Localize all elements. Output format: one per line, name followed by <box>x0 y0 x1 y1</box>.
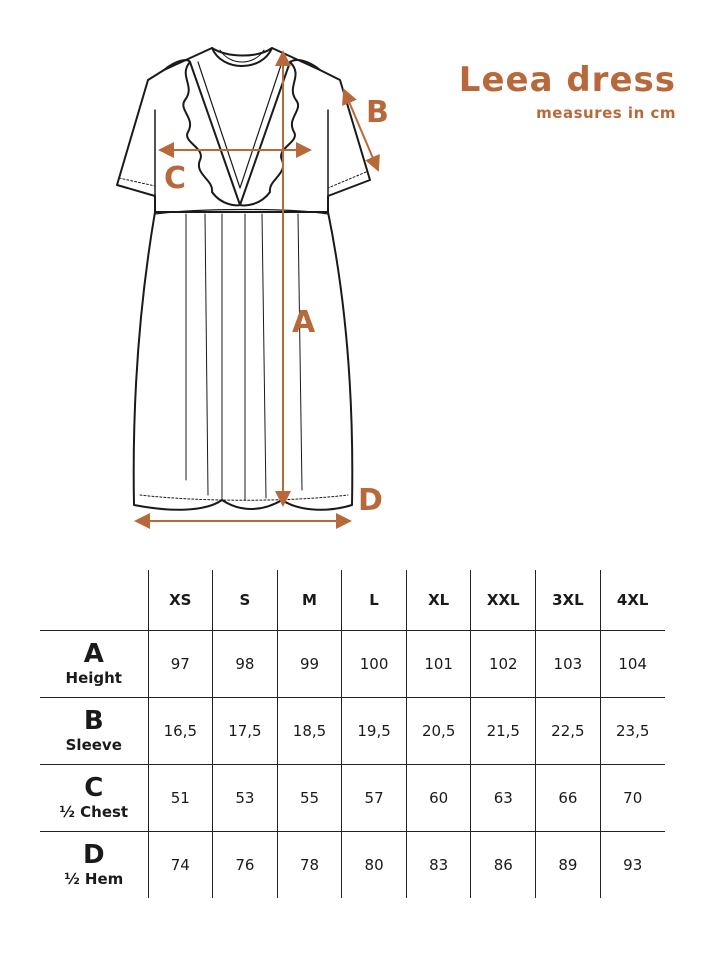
table-cell: 18,5 <box>277 698 342 765</box>
table-cell: 76 <box>213 832 278 899</box>
table-cell: 60 <box>406 765 471 832</box>
table-cell: 63 <box>471 765 536 832</box>
table-cell: 53 <box>213 765 278 832</box>
table-cell: 93 <box>600 832 665 899</box>
row-name: ½ Chest <box>59 803 129 821</box>
page-subtitle: measures in cm <box>536 104 676 122</box>
table-cell: 55 <box>277 765 342 832</box>
table-cell: 78 <box>277 832 342 899</box>
size-header-s: S <box>213 570 278 631</box>
row-label <box>40 832 148 899</box>
table-cell: 70 <box>600 765 665 832</box>
table-cell: 17,5 <box>213 698 278 765</box>
table-row <box>40 832 665 899</box>
size-header-row <box>40 570 665 631</box>
row-name: Sleeve <box>65 736 122 754</box>
size-header-xl: XL <box>406 570 471 631</box>
row-letter: B <box>83 706 104 736</box>
table-cell: 23,5 <box>600 698 665 765</box>
header-empty-cell <box>40 570 148 631</box>
row-letter: C <box>84 773 104 803</box>
table-cell: 57 <box>342 765 407 832</box>
table-cell: 66 <box>536 765 601 832</box>
size-header-4xl: 4XL <box>600 570 665 631</box>
row-label <box>40 698 148 765</box>
row-letter: D <box>82 840 105 870</box>
row-label <box>40 631 148 698</box>
table-cell: 101 <box>406 631 471 698</box>
table-cell: 98 <box>213 631 278 698</box>
table-row <box>40 765 665 832</box>
table-cell: 102 <box>471 631 536 698</box>
table-cell: 83 <box>406 832 471 899</box>
size-header-m: M <box>277 570 342 631</box>
table-cell: 100 <box>342 631 407 698</box>
size-header-l: L <box>342 570 407 631</box>
size-chart-table <box>40 570 665 898</box>
table-cell: 22,5 <box>536 698 601 765</box>
table-cell: 99 <box>277 631 342 698</box>
size-header-xxl: XXL <box>471 570 536 631</box>
row-label <box>40 765 148 832</box>
table-cell: 97 <box>148 631 213 698</box>
dress-skirt-outline <box>134 212 353 510</box>
page-title: Leea dress <box>458 60 676 100</box>
right-ruffle <box>240 60 320 205</box>
table-row <box>40 631 665 698</box>
row-name: ½ Hem <box>64 870 124 888</box>
row-letter: A <box>83 639 104 669</box>
size-header-3xl: 3XL <box>536 570 601 631</box>
table-row <box>40 698 665 765</box>
label-d: D <box>358 483 383 518</box>
table-cell: 16,5 <box>148 698 213 765</box>
table-cell: 20,5 <box>406 698 471 765</box>
table-cell: 74 <box>148 832 213 899</box>
table-cell: 21,5 <box>471 698 536 765</box>
table-cell: 51 <box>148 765 213 832</box>
label-c: C <box>164 161 187 196</box>
table-cell: 89 <box>536 832 601 899</box>
table-cell: 86 <box>471 832 536 899</box>
table-cell: 80 <box>342 832 407 899</box>
label-b: B <box>366 95 389 130</box>
label-a: A <box>292 305 316 340</box>
table-cell: 19,5 <box>342 698 407 765</box>
table-cell: 104 <box>600 631 665 698</box>
size-header-xs: XS <box>148 570 213 631</box>
row-name: Height <box>65 669 122 687</box>
table-cell: 103 <box>536 631 601 698</box>
